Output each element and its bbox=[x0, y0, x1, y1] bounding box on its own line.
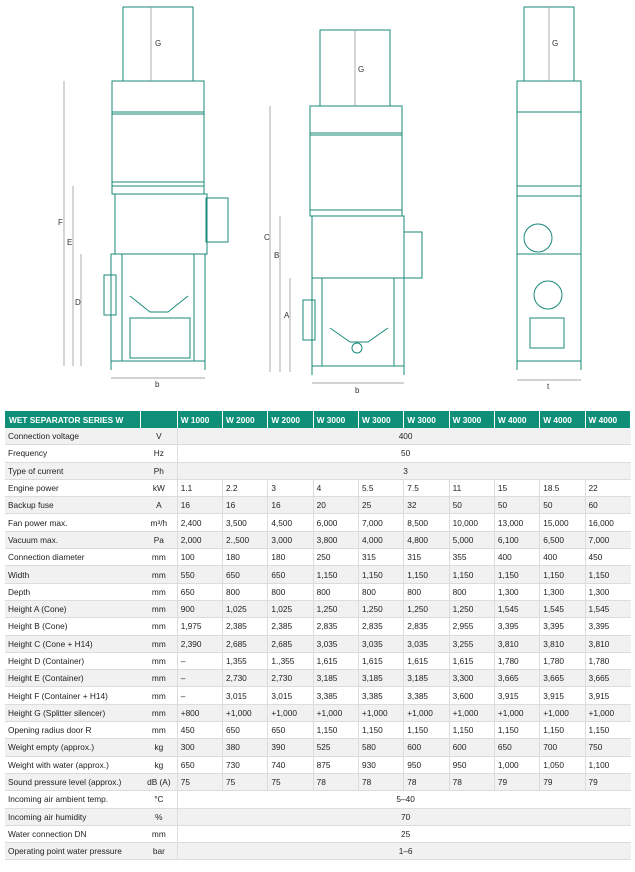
row-unit: kg bbox=[141, 756, 177, 773]
cell-value: 16 bbox=[268, 497, 313, 514]
cell-value: 1,025 bbox=[223, 600, 268, 617]
row-unit: mm bbox=[141, 618, 177, 635]
cell-value: 1,150 bbox=[449, 722, 494, 739]
cell-value: 50 bbox=[540, 497, 585, 514]
cell-value: 6,500 bbox=[540, 531, 585, 548]
cell-value: 650 bbox=[223, 722, 268, 739]
row-label: Connection diameter bbox=[5, 549, 141, 566]
cell-value: 1,615 bbox=[449, 652, 494, 669]
cell-value: 2,955 bbox=[449, 618, 494, 635]
cell-value: 1,150 bbox=[585, 722, 630, 739]
row-unit: mm bbox=[141, 600, 177, 617]
cell-value: 1,545 bbox=[494, 600, 539, 617]
cell-value: +1,000 bbox=[540, 704, 585, 721]
row-label: Incoming air humidity bbox=[5, 808, 141, 825]
cell-value: 2,835 bbox=[404, 618, 449, 635]
cell-value: 2,730 bbox=[268, 670, 313, 687]
cell-value: 1,000 bbox=[494, 756, 539, 773]
cell-value: 3,015 bbox=[223, 687, 268, 704]
table-row bbox=[5, 428, 631, 445]
cell-value: 1,780 bbox=[494, 652, 539, 669]
row-label: Height A (Cone) bbox=[5, 600, 141, 617]
table-row bbox=[5, 791, 631, 808]
row-unit: mm bbox=[141, 825, 177, 842]
table-row bbox=[5, 462, 631, 479]
cell-value: 875 bbox=[313, 756, 358, 773]
cell-value: 100 bbox=[177, 549, 222, 566]
cell-value: 78 bbox=[313, 773, 358, 790]
row-label: Weight empty (approx.) bbox=[5, 739, 141, 756]
cell-value: 1,250 bbox=[358, 600, 403, 617]
cell-value: 1,250 bbox=[449, 600, 494, 617]
cell-value: +1,000 bbox=[358, 704, 403, 721]
front-view-cone bbox=[303, 30, 422, 375]
cell-value: 3,395 bbox=[585, 618, 630, 635]
cell-value: 7,000 bbox=[585, 531, 630, 548]
cell-value: 3,600 bbox=[449, 687, 494, 704]
row-value-all-models: 3 bbox=[177, 462, 630, 479]
technical-drawings-svg bbox=[0, 0, 635, 402]
cell-value: +1,000 bbox=[223, 704, 268, 721]
row-label: Vacuum max. bbox=[5, 531, 141, 548]
cell-value: 20 bbox=[313, 497, 358, 514]
cell-value: 3,035 bbox=[313, 635, 358, 652]
label-g-left: G bbox=[155, 39, 162, 48]
cell-value: – bbox=[177, 652, 222, 669]
row-label: Height D (Container) bbox=[5, 652, 141, 669]
cell-value: 650 bbox=[177, 756, 222, 773]
row-unit: mm bbox=[141, 670, 177, 687]
cell-value: 1,615 bbox=[313, 652, 358, 669]
cell-value: 75 bbox=[177, 773, 222, 790]
cell-value: 1,300 bbox=[585, 583, 630, 600]
table-row bbox=[5, 825, 631, 842]
row-label: Height F (Container + H14) bbox=[5, 687, 141, 704]
cell-value: 3,395 bbox=[540, 618, 585, 635]
cell-value: 3,385 bbox=[358, 687, 403, 704]
table-row bbox=[5, 531, 631, 548]
cell-value: +1,000 bbox=[585, 704, 630, 721]
table-row bbox=[5, 497, 631, 514]
model-header: W 4000 bbox=[540, 411, 585, 428]
cell-value: 3,800 bbox=[313, 531, 358, 548]
cell-value: 390 bbox=[268, 739, 313, 756]
cell-value: 730 bbox=[223, 756, 268, 773]
cell-value: 1,545 bbox=[585, 600, 630, 617]
cell-value: +1,000 bbox=[268, 704, 313, 721]
cell-value: 50 bbox=[494, 497, 539, 514]
row-unit: mm bbox=[141, 566, 177, 583]
row-label: Sound pressure level (approx.) bbox=[5, 773, 141, 790]
cell-value: 2,385 bbox=[223, 618, 268, 635]
cell-value: 3,810 bbox=[540, 635, 585, 652]
cell-value: 800 bbox=[449, 583, 494, 600]
spec-table bbox=[5, 411, 631, 860]
cell-value: 5.5 bbox=[358, 479, 403, 496]
cell-value: 6,100 bbox=[494, 531, 539, 548]
cell-value: 1,150 bbox=[313, 722, 358, 739]
cell-value: 3,035 bbox=[358, 635, 403, 652]
cell-value: 1.1 bbox=[177, 479, 222, 496]
cell-value: 1,975 bbox=[177, 618, 222, 635]
cell-value: 3,665 bbox=[585, 670, 630, 687]
label-f-left: F bbox=[58, 218, 63, 227]
cell-value: 16,000 bbox=[585, 514, 630, 531]
row-unit: kW bbox=[141, 479, 177, 496]
cell-value: 79 bbox=[494, 773, 539, 790]
cell-value: 4,000 bbox=[358, 531, 403, 548]
row-unit: Ph bbox=[141, 462, 177, 479]
row-unit: bar bbox=[141, 843, 177, 860]
cell-value: 1,300 bbox=[494, 583, 539, 600]
table-header-row bbox=[5, 411, 631, 428]
cell-value: 700 bbox=[540, 739, 585, 756]
row-unit: mm bbox=[141, 549, 177, 566]
cell-value: 2,730 bbox=[223, 670, 268, 687]
row-label: Incoming air ambient temp. bbox=[5, 791, 141, 808]
cell-value: 1,355 bbox=[223, 652, 268, 669]
label-g-side: G bbox=[552, 39, 559, 48]
cell-value: 180 bbox=[268, 549, 313, 566]
cell-value: 800 bbox=[404, 583, 449, 600]
cell-value: 4,800 bbox=[404, 531, 449, 548]
cell-value: 78 bbox=[404, 773, 449, 790]
cell-value: 22 bbox=[585, 479, 630, 496]
cell-value: 50 bbox=[449, 497, 494, 514]
model-header: W 4000 bbox=[585, 411, 630, 428]
row-label: Engine power bbox=[5, 479, 141, 496]
cell-value: 650 bbox=[494, 739, 539, 756]
cell-value: 1,250 bbox=[404, 600, 449, 617]
model-header: W 3000 bbox=[358, 411, 403, 428]
cell-value: 7,000 bbox=[358, 514, 403, 531]
cell-value: 1,150 bbox=[540, 566, 585, 583]
row-label: Height B (Cone) bbox=[5, 618, 141, 635]
table-body bbox=[5, 428, 631, 860]
row-label: Height G (Splitter silencer) bbox=[5, 704, 141, 721]
cell-value: 75 bbox=[268, 773, 313, 790]
label-g-center: G bbox=[358, 65, 365, 74]
cell-value: 650 bbox=[177, 583, 222, 600]
table-row bbox=[5, 756, 631, 773]
row-unit: kg bbox=[141, 739, 177, 756]
label-c-center: C bbox=[264, 233, 270, 242]
row-unit: °C bbox=[141, 791, 177, 808]
table-row bbox=[5, 549, 631, 566]
cell-value: 3 bbox=[268, 479, 313, 496]
cell-value: 450 bbox=[585, 549, 630, 566]
table-row bbox=[5, 618, 631, 635]
model-header: W 1000 bbox=[177, 411, 222, 428]
cell-value: 3,300 bbox=[449, 670, 494, 687]
cell-value: 2,685 bbox=[223, 635, 268, 652]
cell-value: 2.2 bbox=[223, 479, 268, 496]
label-t-side: t bbox=[547, 382, 550, 391]
cell-value: 3,500 bbox=[223, 514, 268, 531]
cell-value: 400 bbox=[494, 549, 539, 566]
cell-value: 10,000 bbox=[449, 514, 494, 531]
cell-value: 1.,355 bbox=[268, 652, 313, 669]
cell-value: 1,615 bbox=[358, 652, 403, 669]
model-header: W 2000 bbox=[223, 411, 268, 428]
cell-value: 1,100 bbox=[585, 756, 630, 773]
cell-value: 3,385 bbox=[404, 687, 449, 704]
cell-value: 3,810 bbox=[585, 635, 630, 652]
table-row bbox=[5, 635, 631, 652]
cell-value: 180 bbox=[223, 549, 268, 566]
cell-value: 380 bbox=[223, 739, 268, 756]
front-view-container bbox=[104, 7, 228, 370]
cell-value: +800 bbox=[177, 704, 222, 721]
cell-value: 400 bbox=[540, 549, 585, 566]
cell-value: 15 bbox=[494, 479, 539, 496]
label-b-left: b bbox=[155, 380, 160, 389]
row-label: Depth bbox=[5, 583, 141, 600]
row-label: Type of current bbox=[5, 462, 141, 479]
table-row bbox=[5, 739, 631, 756]
cell-value: 8,500 bbox=[404, 514, 449, 531]
unit-header bbox=[141, 411, 177, 428]
table-title: WET SEPARATOR SERIES W bbox=[5, 411, 141, 428]
cell-value: 1,150 bbox=[404, 722, 449, 739]
table-row bbox=[5, 600, 631, 617]
cell-value: 18.5 bbox=[540, 479, 585, 496]
row-label: Weight with water (approx.) bbox=[5, 756, 141, 773]
cell-value: 800 bbox=[223, 583, 268, 600]
cell-value: 750 bbox=[585, 739, 630, 756]
cell-value: 2,685 bbox=[268, 635, 313, 652]
row-unit: mm bbox=[141, 704, 177, 721]
cell-value: 3,395 bbox=[494, 618, 539, 635]
cell-value: 2,390 bbox=[177, 635, 222, 652]
cell-value: 7.5 bbox=[404, 479, 449, 496]
cell-value: 800 bbox=[268, 583, 313, 600]
cell-value: 2,400 bbox=[177, 514, 222, 531]
cell-value: 1,250 bbox=[313, 600, 358, 617]
cell-value: 3,000 bbox=[268, 531, 313, 548]
cell-value: 450 bbox=[177, 722, 222, 739]
cell-value: 3,185 bbox=[358, 670, 403, 687]
table-row bbox=[5, 843, 631, 860]
cell-value: 800 bbox=[313, 583, 358, 600]
cell-value: 2,000 bbox=[177, 531, 222, 548]
cell-value: 930 bbox=[358, 756, 403, 773]
cell-value: 2,835 bbox=[358, 618, 403, 635]
table-row bbox=[5, 479, 631, 496]
row-label: Fan power max. bbox=[5, 514, 141, 531]
cell-value: 1,150 bbox=[449, 566, 494, 583]
row-unit: Hz bbox=[141, 445, 177, 462]
cell-value: – bbox=[177, 687, 222, 704]
row-label: Operating point water pressure bbox=[5, 843, 141, 860]
cell-value: 1,150 bbox=[358, 566, 403, 583]
model-header: W 3000 bbox=[449, 411, 494, 428]
cell-value: 25 bbox=[358, 497, 403, 514]
model-header: W 3000 bbox=[313, 411, 358, 428]
cell-value: 4 bbox=[313, 479, 358, 496]
cell-value: 79 bbox=[585, 773, 630, 790]
cell-value: 16 bbox=[177, 497, 222, 514]
cell-value: 75 bbox=[223, 773, 268, 790]
row-value-all-models: 25 bbox=[177, 825, 630, 842]
cell-value: 3,255 bbox=[449, 635, 494, 652]
cell-value: 1,780 bbox=[540, 652, 585, 669]
row-unit: A bbox=[141, 497, 177, 514]
cell-value: 650 bbox=[268, 722, 313, 739]
table-row bbox=[5, 566, 631, 583]
cell-value: 3,385 bbox=[313, 687, 358, 704]
table-row bbox=[5, 722, 631, 739]
cell-value: 79 bbox=[540, 773, 585, 790]
table-row bbox=[5, 704, 631, 721]
cell-value: 355 bbox=[449, 549, 494, 566]
table-row bbox=[5, 652, 631, 669]
cell-value: 15,000 bbox=[540, 514, 585, 531]
cell-value: 1,150 bbox=[540, 722, 585, 739]
cell-value: 60 bbox=[585, 497, 630, 514]
table-row bbox=[5, 514, 631, 531]
table-row bbox=[5, 445, 631, 462]
cell-value: – bbox=[177, 670, 222, 687]
cell-value: +1,000 bbox=[313, 704, 358, 721]
cell-value: 1,780 bbox=[585, 652, 630, 669]
cell-value: 3,015 bbox=[268, 687, 313, 704]
cell-value: 950 bbox=[404, 756, 449, 773]
cell-value: 650 bbox=[268, 566, 313, 583]
cell-value: 13,000 bbox=[494, 514, 539, 531]
row-label: Opening radius door R bbox=[5, 722, 141, 739]
cell-value: 1,150 bbox=[358, 722, 403, 739]
cell-value: 3,915 bbox=[540, 687, 585, 704]
cell-value: 1,150 bbox=[494, 566, 539, 583]
cell-value: 650 bbox=[223, 566, 268, 583]
cell-value: 1,300 bbox=[540, 583, 585, 600]
cell-value: 1,025 bbox=[268, 600, 313, 617]
row-label: Frequency bbox=[5, 445, 141, 462]
label-e-left: E bbox=[67, 238, 73, 247]
cell-value: 2,835 bbox=[313, 618, 358, 635]
cell-value: 78 bbox=[449, 773, 494, 790]
row-unit: mm bbox=[141, 722, 177, 739]
cell-value: 3,035 bbox=[404, 635, 449, 652]
cell-value: 300 bbox=[177, 739, 222, 756]
cell-value: 2,385 bbox=[268, 618, 313, 635]
cell-value: 3,185 bbox=[404, 670, 449, 687]
row-value-all-models: 1–6 bbox=[177, 843, 630, 860]
model-header: W 4000 bbox=[494, 411, 539, 428]
cell-value: 3,915 bbox=[585, 687, 630, 704]
cell-value: 1,050 bbox=[540, 756, 585, 773]
row-unit: V bbox=[141, 428, 177, 445]
cell-value: 950 bbox=[449, 756, 494, 773]
cell-value: 1,150 bbox=[585, 566, 630, 583]
row-value-all-models: 70 bbox=[177, 808, 630, 825]
row-value-all-models: 400 bbox=[177, 428, 630, 445]
cell-value: 600 bbox=[449, 739, 494, 756]
row-label: Water connection DN bbox=[5, 825, 141, 842]
cell-value: 4,500 bbox=[268, 514, 313, 531]
row-label: Height C (Cone + H14) bbox=[5, 635, 141, 652]
cell-value: 5,000 bbox=[449, 531, 494, 548]
cell-value: 3,665 bbox=[494, 670, 539, 687]
cell-value: 1,615 bbox=[404, 652, 449, 669]
row-label: Height E (Container) bbox=[5, 670, 141, 687]
technical-drawings bbox=[0, 0, 635, 402]
cell-value: 1,150 bbox=[494, 722, 539, 739]
cell-value: 3,810 bbox=[494, 635, 539, 652]
cell-value: 600 bbox=[404, 739, 449, 756]
cell-value: 1,150 bbox=[404, 566, 449, 583]
row-unit: m³/h bbox=[141, 514, 177, 531]
cell-value: 550 bbox=[177, 566, 222, 583]
cell-value: 3,915 bbox=[494, 687, 539, 704]
cell-value: +1,000 bbox=[404, 704, 449, 721]
table-row bbox=[5, 808, 631, 825]
cell-value: 1,150 bbox=[313, 566, 358, 583]
cell-value: 32 bbox=[404, 497, 449, 514]
cell-value: 2.,500 bbox=[223, 531, 268, 548]
row-value-all-models: 5–40 bbox=[177, 791, 630, 808]
row-label: Connection voltage bbox=[5, 428, 141, 445]
row-unit: mm bbox=[141, 583, 177, 600]
cell-value: 525 bbox=[313, 739, 358, 756]
row-unit: Pa bbox=[141, 531, 177, 548]
row-label: Backup fuse bbox=[5, 497, 141, 514]
label-a-center: A bbox=[284, 311, 290, 320]
cell-value: 740 bbox=[268, 756, 313, 773]
table-row bbox=[5, 773, 631, 790]
row-unit: dB (A) bbox=[141, 773, 177, 790]
row-unit: mm bbox=[141, 687, 177, 704]
row-label: Width bbox=[5, 566, 141, 583]
row-unit: mm bbox=[141, 635, 177, 652]
cell-value: 900 bbox=[177, 600, 222, 617]
cell-value: 250 bbox=[313, 549, 358, 566]
model-header: W 3000 bbox=[404, 411, 449, 428]
table-row bbox=[5, 687, 631, 704]
cell-value: +1,000 bbox=[449, 704, 494, 721]
cell-value: 315 bbox=[358, 549, 403, 566]
cell-value: +1,000 bbox=[494, 704, 539, 721]
cell-value: 3,185 bbox=[313, 670, 358, 687]
label-b-center-width: b bbox=[355, 386, 360, 395]
cell-value: 6,000 bbox=[313, 514, 358, 531]
cell-value: 3,665 bbox=[540, 670, 585, 687]
cell-value: 315 bbox=[404, 549, 449, 566]
cell-value: 1,545 bbox=[540, 600, 585, 617]
cell-value: 78 bbox=[358, 773, 403, 790]
table-row bbox=[5, 670, 631, 687]
model-header: W 2000 bbox=[268, 411, 313, 428]
cell-value: 580 bbox=[358, 739, 403, 756]
row-unit: mm bbox=[141, 652, 177, 669]
cell-value: 11 bbox=[449, 479, 494, 496]
cell-value: 800 bbox=[358, 583, 403, 600]
label-d-left: D bbox=[75, 298, 81, 307]
cell-value: 16 bbox=[223, 497, 268, 514]
table-row bbox=[5, 583, 631, 600]
spec-table-wrapper bbox=[5, 411, 631, 860]
row-value-all-models: 50 bbox=[177, 445, 630, 462]
label-b-center: B bbox=[274, 251, 280, 260]
row-unit: % bbox=[141, 808, 177, 825]
